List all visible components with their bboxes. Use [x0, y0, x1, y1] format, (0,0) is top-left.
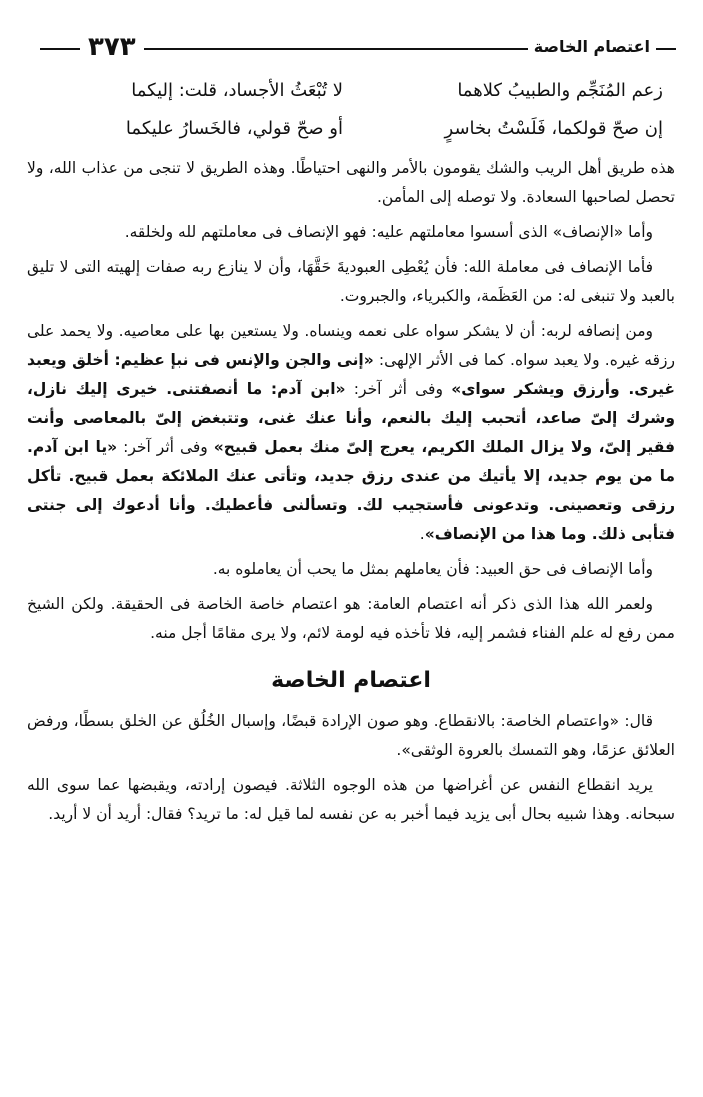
paragraph-4-text-a: ومن إنصافه لربه: أن لا يشكر سواه على نعمه وينساه. ولا يستعين بها على معاصيه. ولا يحمد على رزقه غيره. ولا يعبد سواه. كما فى الأثر الإلهى: — [27, 322, 675, 369]
verse-2-first-hemistich: إن صحّ قولكما، فَلَسْتُ بخاسرٍ — [444, 118, 663, 139]
paragraph-4-text-c: وفى أثر آخر: — [345, 380, 452, 398]
paragraph-4 — [27, 317, 675, 549]
paragraph-3: فأما الإنصاف فى معاملة الله: فأن يُعْطِى العبوديةَ حَقَّهَا، وأن لا ينازع ربه صفات إلهيته التى لا تليق بالعبد ولا تنبغى له: من العَظَمة، والكبرياء، والجبروت. — [27, 258, 675, 305]
page-number: ٣٧٣ — [80, 32, 144, 62]
divine-tradition-quote-1: «إنى والجن والإنس فى نبإ عظيم: أخلق ويعبد غيرى. وأرزق ويشكر سواى» — [27, 351, 676, 398]
body-text — [27, 154, 675, 835]
paragraph-5: وأما الإنصاف فى حق العبيد: فأن يعاملهم بمثل ما يحب أن يعاملوه به. — [212, 560, 653, 578]
paragraph-1: هذه طريق أهل الريب والشك يقومون بالأمر والنهى احتياطًا. وهذه الطريق لا تنجى من عذاب الله، ولا تحصل لصاحبها السعادة. ولا توصله إلى المأمن. — [27, 159, 675, 206]
section-heading: اعتصام الخاصة — [271, 668, 431, 693]
paragraph-4-text-e: وفى أثر آخر: — [117, 438, 214, 456]
paragraph-4-end: . — [419, 525, 425, 543]
divine-tradition-quote-3: «يا ابن آدم. ما من يوم جديد، إلا يأتيك من عندى رزق جديد، وتأتى عنك الملائكة بعمل قبيح. تأكل رزقى وتعصينى. وتدعونى فأستجيب لك. وتسألنى فأعطيك. وأنا أدعوك إلى جنتى فتأبى ذلك. وما هذا من الإنصاف» — [27, 438, 675, 543]
running-header — [40, 32, 676, 62]
paragraph-8: يريد انقطاع النفس عن أغراضها من هذه الوجوه الثلاثة. فيصون إرادته، ويقبضها عما سوى الله سبحانه. وهذا شبيه بحال أبى يزيد فيما أخبر به عن نفسه لما قيل له: ما تريد؟ فقال: أريد أن لا أريد. — [27, 776, 675, 823]
verse-1-first-hemistich: زعم المُنَجِّم والطبيبُ كلاهما — [457, 80, 663, 101]
verse-line-1 — [23, 80, 663, 114]
verse-1-second-hemistich: لا تُبْعَثُ الأجساد، قلت: إليكما — [131, 80, 343, 101]
verse-2-second-hemistich: أو صحّ قولي، فالخَسارُ عليكما — [125, 118, 343, 139]
paragraph-6: ولعمر الله هذا الذى ذكر أنه اعتصام العامة: هو اعتصام خاصة الخاصة فى الحقيقة. ولكن الشيخ ممن رفع له علم الفناء فشمر إليه، فلا تأخذه فيه لومة لائم، ولا يرى مقامًا أجل منه. — [27, 595, 675, 642]
paragraph-7: قال: «واعتصام الخاصة: بالانقطاع. وهو صون الإرادة قبضًا، وإسبال الخُلُق عن الخلق بسطًا، ورفض العلائق عزمًا، وهو التمسك بالعروة الوثقى». — [27, 712, 675, 759]
running-title: اعتصام الخاصة — [528, 32, 656, 62]
verse-line-2 — [23, 118, 663, 152]
paragraph-2: وأما «الإنصاف» الذى أسسوا معاملتهم عليه: فهو الإنصاف فى معاملتهم لله ولخلقه. — [124, 223, 653, 241]
divine-tradition-quote-2: «ابن آدم: ما أنصفتنى. خيرى إليك نازل، وشرك إلىّ صاعد، أتحبب إليك بالنعم، وأنا عنك غنى، وتتبغض إلىّ بالمعاصى وأنت فقير إلىّ، ولا يزال الملك الكريم، يعرج إلىّ منك بعمل قبيح» — [27, 380, 675, 456]
